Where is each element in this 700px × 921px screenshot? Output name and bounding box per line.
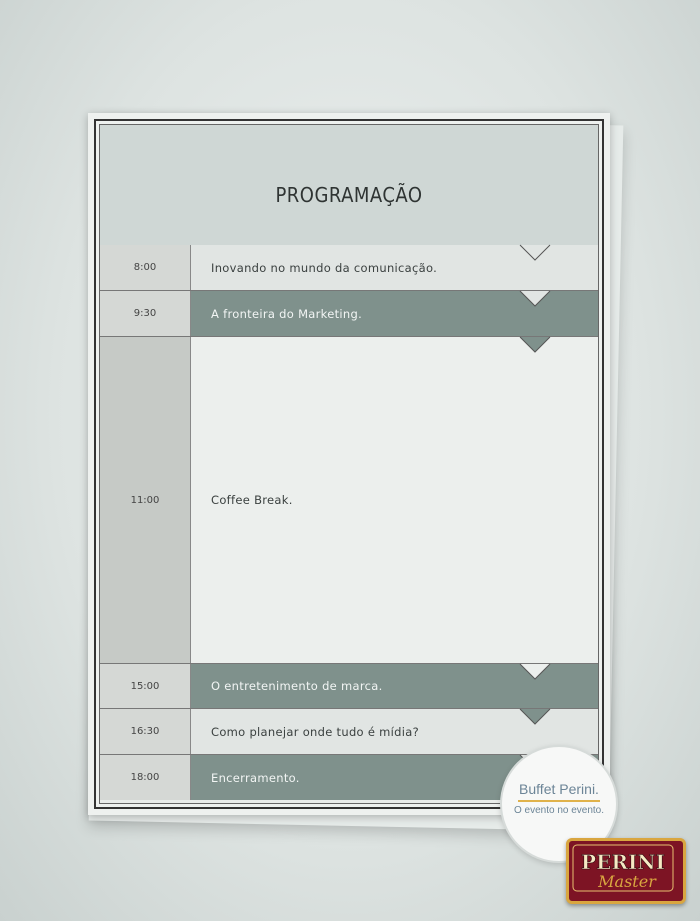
- card-frame: [94, 119, 604, 809]
- page-title: PROGRAMAÇÃO: [275, 183, 423, 207]
- talk-cell: Como planejar onde tudo é mídia?: [191, 709, 598, 754]
- badge-tagline: O evento no evento.: [513, 805, 605, 816]
- talk-cell: Inovando no mundo da comunicação.: [191, 245, 598, 290]
- talk-cell: Encerramento.: [191, 755, 598, 800]
- schedule-card: [88, 113, 610, 815]
- row-notches: [100, 125, 599, 804]
- perini-master-logo: [566, 838, 686, 904]
- badge-divider: [518, 800, 600, 802]
- time-cell: 15:00: [100, 664, 191, 708]
- logo-graphic: [569, 841, 677, 895]
- time-cell: 16:30: [100, 709, 191, 754]
- badge-name: Buffet Perini.: [519, 781, 599, 797]
- svg-text:PERINI: PERINI: [581, 850, 665, 874]
- notch-icon: [520, 337, 550, 352]
- time-cell: 9:30: [100, 291, 191, 336]
- talk-cell: O entretenimento de marca.: [191, 664, 598, 708]
- notch-icon: [520, 245, 550, 260]
- notch-icon: [520, 709, 550, 724]
- talk-cell: A fronteira do Marketing.: [191, 291, 598, 336]
- card-inner: [99, 124, 599, 804]
- time-cell: 8:00: [100, 245, 191, 290]
- notch-icon: [520, 664, 550, 679]
- time-cell: 18:00: [100, 755, 191, 800]
- time-cell: 11:00: [100, 337, 191, 663]
- notch-icon: [520, 291, 550, 306]
- svg-text:Master: Master: [598, 872, 656, 891]
- talk-cell: Coffee Break.: [191, 337, 598, 663]
